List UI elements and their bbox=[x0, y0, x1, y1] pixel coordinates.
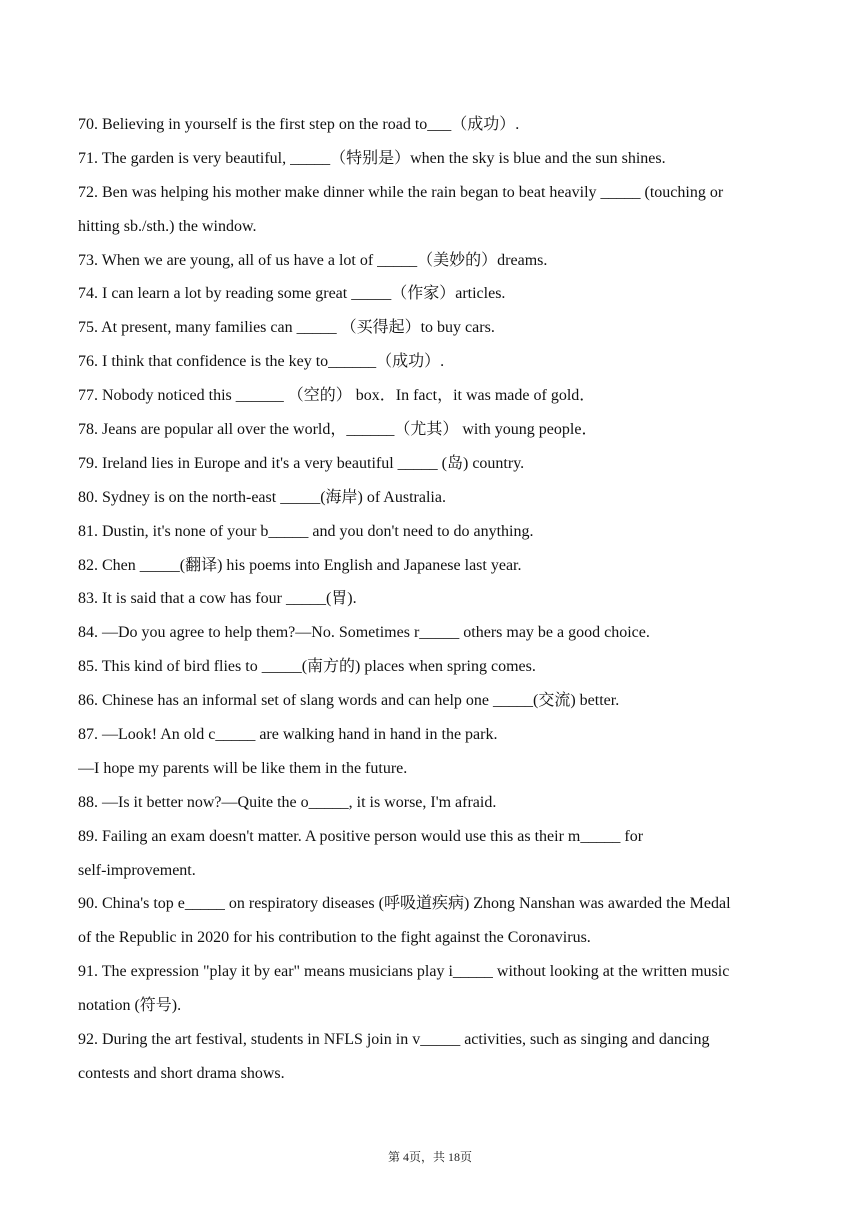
text-line: 83. It is said that a cow has four _____(胃). bbox=[78, 590, 357, 608]
text-line: 87. —Look! An old c_____ are walking hand in hand in the park. bbox=[78, 726, 498, 744]
text-line: 70. Believing in yourself is the first step on the road to___（成功）. bbox=[78, 116, 520, 133]
text-line: 75. At present, many families can _____ （买得起）to buy cars. bbox=[78, 319, 495, 337]
text-line: contests and short drama shows. bbox=[78, 1064, 285, 1082]
text-line: 91. The expression "play it by ear" means musicians play i_____ without looking at the written music bbox=[78, 963, 730, 981]
text-line: 72. Ben was helping his mother make dinner while the rain began to beat heavily _____ (touching or bbox=[78, 183, 724, 201]
text-line: notation (符号). bbox=[78, 997, 182, 1015]
text-line: of the Republic in 2020 for his contribution to the fight against the Coronavirus. bbox=[78, 929, 591, 947]
text-line: 81. Dustin, it's none of your b_____ and you don't need to do anything. bbox=[78, 522, 534, 540]
text-line: 90. China's top e_____ on respiratory diseases (呼吸道疾病) Zhong Nanshan was awarded the Medal bbox=[78, 895, 731, 913]
text-line: 84. —Do you agree to help them?—No. Sometimes r_____ others may be a good choice. bbox=[78, 624, 650, 642]
text-line: 76. I think that confidence is the key to______（成功）. bbox=[78, 353, 445, 371]
text-line: —I hope my parents will be like them in the future. bbox=[78, 759, 408, 777]
text-line: 88. —Is it better now?—Quite the o_____, it is worse, I'm afraid. bbox=[78, 793, 497, 811]
text-line: 86. Chinese has an informal set of slang words and can help one _____(交流) better. bbox=[78, 692, 620, 710]
text-line: 71. The garden is very beautiful, _____（特别是）when the sky is blue and the sun shines. bbox=[78, 149, 666, 167]
text-line: 80. Sydney is on the north-east _____(海岸) of Australia. bbox=[78, 488, 446, 506]
text-line: 79. Ireland lies in Europe and it's a very beautiful _____ (岛) country. bbox=[78, 454, 525, 472]
page-number-footer: 第 4页，共 18页 bbox=[387, 1150, 472, 1164]
text-line: 73. When we are young, all of us have a lot of _____（美妙的）dreams. bbox=[78, 251, 548, 269]
text-line: 85. This kind of bird flies to _____(南方的) places when spring comes. bbox=[78, 658, 536, 676]
exercise-list bbox=[78, 108, 786, 1091]
text-line: 74. I can learn a lot by reading some great _____（作家）articles. bbox=[78, 285, 506, 303]
text-line: 82. Chen _____(翻译) his poems into English and Japanese last year. bbox=[78, 556, 522, 574]
text-line: self-improvement. bbox=[78, 861, 196, 879]
text-line: 78. Jeans are popular all over the world，______（尤其） with young people． bbox=[78, 421, 598, 439]
text-line: hitting sb./sth.) the window. bbox=[78, 217, 257, 235]
text-line: 92. During the art festival, students in NFLS join in v_____ activities, such as singing and dancing bbox=[78, 1031, 710, 1049]
text-line: 77. Nobody noticed this ______ （空的） box．In fact，it was made of gold． bbox=[78, 387, 596, 405]
text-line: 89. Failing an exam doesn't matter. A positive person would use this as their m_____ for bbox=[78, 827, 644, 845]
